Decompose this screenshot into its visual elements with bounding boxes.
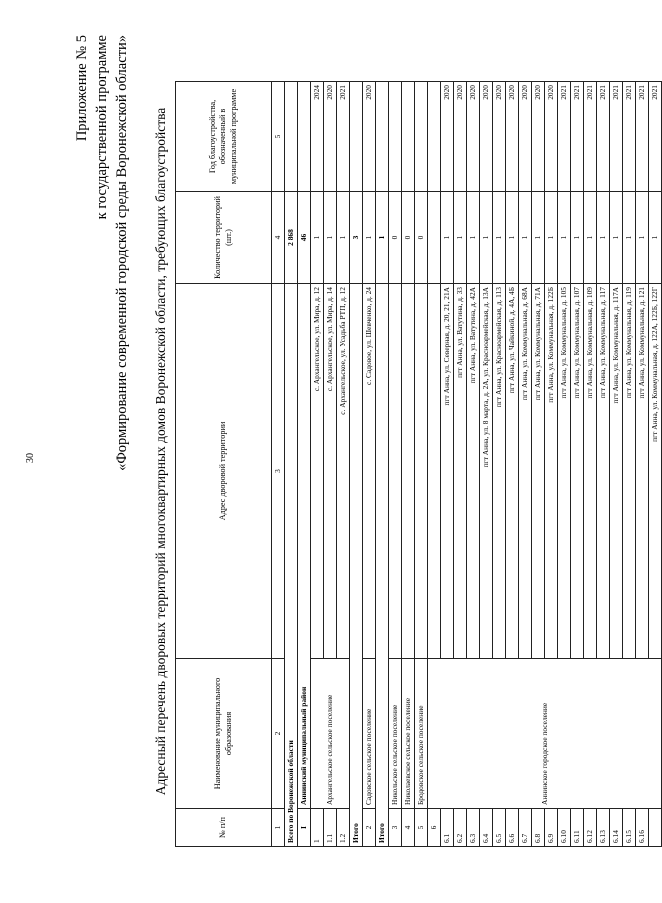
- row-count: 1: [623, 192, 636, 284]
- column-number-row: [272, 82, 285, 847]
- municipality-name: Аннинское городское поселение: [428, 659, 662, 809]
- row-year: 2020: [363, 82, 376, 192]
- row-num: 6.5: [493, 809, 506, 847]
- row-num: 4: [402, 809, 415, 847]
- header-municipality: Наименование муниципального образования: [176, 659, 272, 809]
- header-count: Количество территорий (шт.): [176, 192, 272, 284]
- row-count: 1: [584, 192, 597, 284]
- row-address: пгт Анна, ул. Коммунальная, д. 117: [597, 284, 610, 659]
- table-row: [415, 82, 428, 847]
- table-header-row: [176, 82, 272, 847]
- district-name: Аннинский муниципальный район: [298, 284, 311, 809]
- total-count: 2 868: [285, 192, 298, 284]
- subtotal-count: 1: [376, 192, 389, 284]
- row-year: 2021: [649, 82, 662, 192]
- row-num: 1: [311, 809, 324, 847]
- row-count: 1: [480, 192, 493, 284]
- municipality-name: Никольское сельское поселение: [389, 659, 402, 809]
- row-address: пгт Анна, ул. 8 марта, д. 2А, ул. Красноармейская, д. 13А: [480, 284, 493, 659]
- table-row: [402, 82, 415, 847]
- table-row: [363, 82, 376, 847]
- row-address: пгт Анна, ул. Коммунальная, д. 105: [558, 284, 571, 659]
- row-address: пгт Анна, ул. Северная, д. 20, 21, 21А: [441, 284, 454, 659]
- row-address: пгт Анна, ул. Коммунальная, д. 119: [623, 284, 636, 659]
- row-year: 2021: [597, 82, 610, 192]
- row-year: 2020: [493, 82, 506, 192]
- row-num: 3: [389, 809, 402, 847]
- row-year: 2020: [324, 82, 337, 192]
- row-year: 2020: [532, 82, 545, 192]
- table-row: [428, 82, 441, 847]
- row-num: 6: [428, 809, 441, 847]
- row-address: с. Садовое, ул. Шевченко, д. 24: [363, 284, 376, 659]
- row-address: пгт Анна, ул. Коммунальная, д. 117А: [610, 284, 623, 659]
- appendix-program-line: к государственной программе: [94, 35, 110, 220]
- district-num: I: [298, 809, 311, 847]
- row-year: 2021: [636, 82, 649, 192]
- row-address: пгт Анна, ул. Коммунальная, д. 107: [571, 284, 584, 659]
- row-num: 6.2: [454, 809, 467, 847]
- row-count: 0: [389, 192, 402, 284]
- row-year: 2020: [454, 82, 467, 192]
- row-count: 1: [532, 192, 545, 284]
- row-num: 5: [415, 809, 428, 847]
- row-num: 6.13: [597, 809, 610, 847]
- row-count: 1: [519, 192, 532, 284]
- row-address: пгт Анна, ул. Коммунальная, д. 71А: [532, 284, 545, 659]
- column-number: 5: [272, 82, 285, 192]
- column-number: 1: [272, 809, 285, 847]
- total-label: Всего по Воронежской области: [285, 284, 298, 847]
- row-num: 6.1: [441, 809, 454, 847]
- appendix-header: [72, 35, 132, 471]
- row-address: пгт Анна, ул. Коммунальная, д. 121: [636, 284, 649, 659]
- row-count: 1: [363, 192, 376, 284]
- row-count: 0: [415, 192, 428, 284]
- row-count: 1: [571, 192, 584, 284]
- table-row: [311, 82, 324, 847]
- row-count: 0: [402, 192, 415, 284]
- row-num: 6.15: [623, 809, 636, 847]
- row-address: пгт Анна, ул. Коммунальная, д. 109: [584, 284, 597, 659]
- row-year: 2021: [584, 82, 597, 192]
- row-count: 1: [454, 192, 467, 284]
- row-num: 6.10: [558, 809, 571, 847]
- row-num: 6.8: [532, 809, 545, 847]
- subtotal-label: Итого: [350, 284, 363, 847]
- column-number: 4: [272, 192, 285, 284]
- row-year: 2021: [558, 82, 571, 192]
- row-count: 1: [441, 192, 454, 284]
- row-year: 2024: [311, 82, 324, 192]
- row-num: [649, 809, 662, 847]
- subtotal-row: [376, 82, 389, 847]
- row-count: 1: [467, 192, 480, 284]
- header-address: Адрес дворовой территории: [176, 284, 272, 659]
- column-number: 3: [272, 284, 285, 659]
- subtotal-row: [350, 82, 363, 847]
- appendix-number: Приложение № 5: [74, 35, 90, 142]
- row-year: 2020: [467, 82, 480, 192]
- row-num: 6.7: [519, 809, 532, 847]
- row-num: 1.1: [324, 809, 337, 847]
- municipality-name: Бродовское сельское поселение: [415, 659, 428, 809]
- row-year: 2020: [519, 82, 532, 192]
- row-count: 1: [636, 192, 649, 284]
- header-year: Год благоустройства, обозначенный в муниципальной программе: [176, 82, 272, 192]
- row-address: пгт Анна, ул. Коммунальная, д. 122А, 122Б, 122Г: [649, 284, 662, 659]
- row-num: 2: [363, 809, 376, 847]
- row-count: 1: [649, 192, 662, 284]
- row-num: 6.14: [610, 809, 623, 847]
- row-num: 6.4: [480, 809, 493, 847]
- address-table: [175, 81, 662, 847]
- row-year: 2020: [545, 82, 558, 192]
- row-address: пгт Анна, ул. Ватутина, д. 33: [454, 284, 467, 659]
- row-count: 1: [597, 192, 610, 284]
- row-address: пгт Анна, ул. Ватутина, д. 42А: [467, 284, 480, 659]
- district-count: 46: [298, 192, 311, 284]
- row-num: 6.11: [571, 809, 584, 847]
- subtotal-count: 3: [350, 192, 363, 284]
- row-num: 6.6: [506, 809, 519, 847]
- row-num: 6.3: [467, 809, 480, 847]
- row-count: 1: [506, 192, 519, 284]
- row-address: пгт Анна, ул. Чайкиной, д. 4А, 4Б: [506, 284, 519, 659]
- subtotal-label: Итого: [376, 284, 389, 847]
- page-number: 30: [25, 453, 36, 463]
- header-num: № п/п: [176, 809, 272, 847]
- row-address: с. Архангельское, ул. Мира, д. 12: [311, 284, 324, 659]
- row-year: 2021: [571, 82, 584, 192]
- total-row: [285, 82, 298, 847]
- row-count: 1: [337, 192, 350, 284]
- row-num: 6.12: [584, 809, 597, 847]
- municipality-name: Садовское сельское поселение: [363, 659, 376, 809]
- row-num: 6.16: [636, 809, 649, 847]
- row-num: 6.9: [545, 809, 558, 847]
- table-row: [389, 82, 402, 847]
- municipality-name: Николаевское сельское поселение: [402, 659, 415, 809]
- row-year: 2020: [506, 82, 519, 192]
- column-number: 2: [272, 659, 285, 809]
- district-row: [298, 82, 311, 847]
- row-count: 1: [311, 192, 324, 284]
- document-title: Адресный перечень дворовых территорий многоквартирных домов Воронежской области, требующих благоустройства: [153, 107, 168, 796]
- row-year: 2020: [441, 82, 454, 192]
- row-address: пгт Анна, ул. Коммунальная, д. 122Б: [545, 284, 558, 659]
- row-count: 1: [324, 192, 337, 284]
- row-count: 1: [493, 192, 506, 284]
- row-count: 1: [545, 192, 558, 284]
- row-address: с. Архангельское, ул. Мира, д. 14: [324, 284, 337, 659]
- row-year: 2020: [480, 82, 493, 192]
- row-year: 2021: [623, 82, 636, 192]
- row-address: пгт Анна, ул. Красноармейская, д. 113: [493, 284, 506, 659]
- row-count: 1: [558, 192, 571, 284]
- row-num: 1.2: [337, 809, 350, 847]
- row-year: 2021: [337, 82, 350, 192]
- row-count: 1: [610, 192, 623, 284]
- row-address: с. Архангельское, ул. Усадьба РТП, д. 12: [337, 284, 350, 659]
- appendix-program-name: «Формирование современной городской среды Воронежской области»: [114, 35, 130, 471]
- municipality-name: Архангельское сельское поселение: [311, 659, 350, 809]
- row-year: 2021: [610, 82, 623, 192]
- row-address: пгт Анна, ул. Коммунальная, д. 68А: [519, 284, 532, 659]
